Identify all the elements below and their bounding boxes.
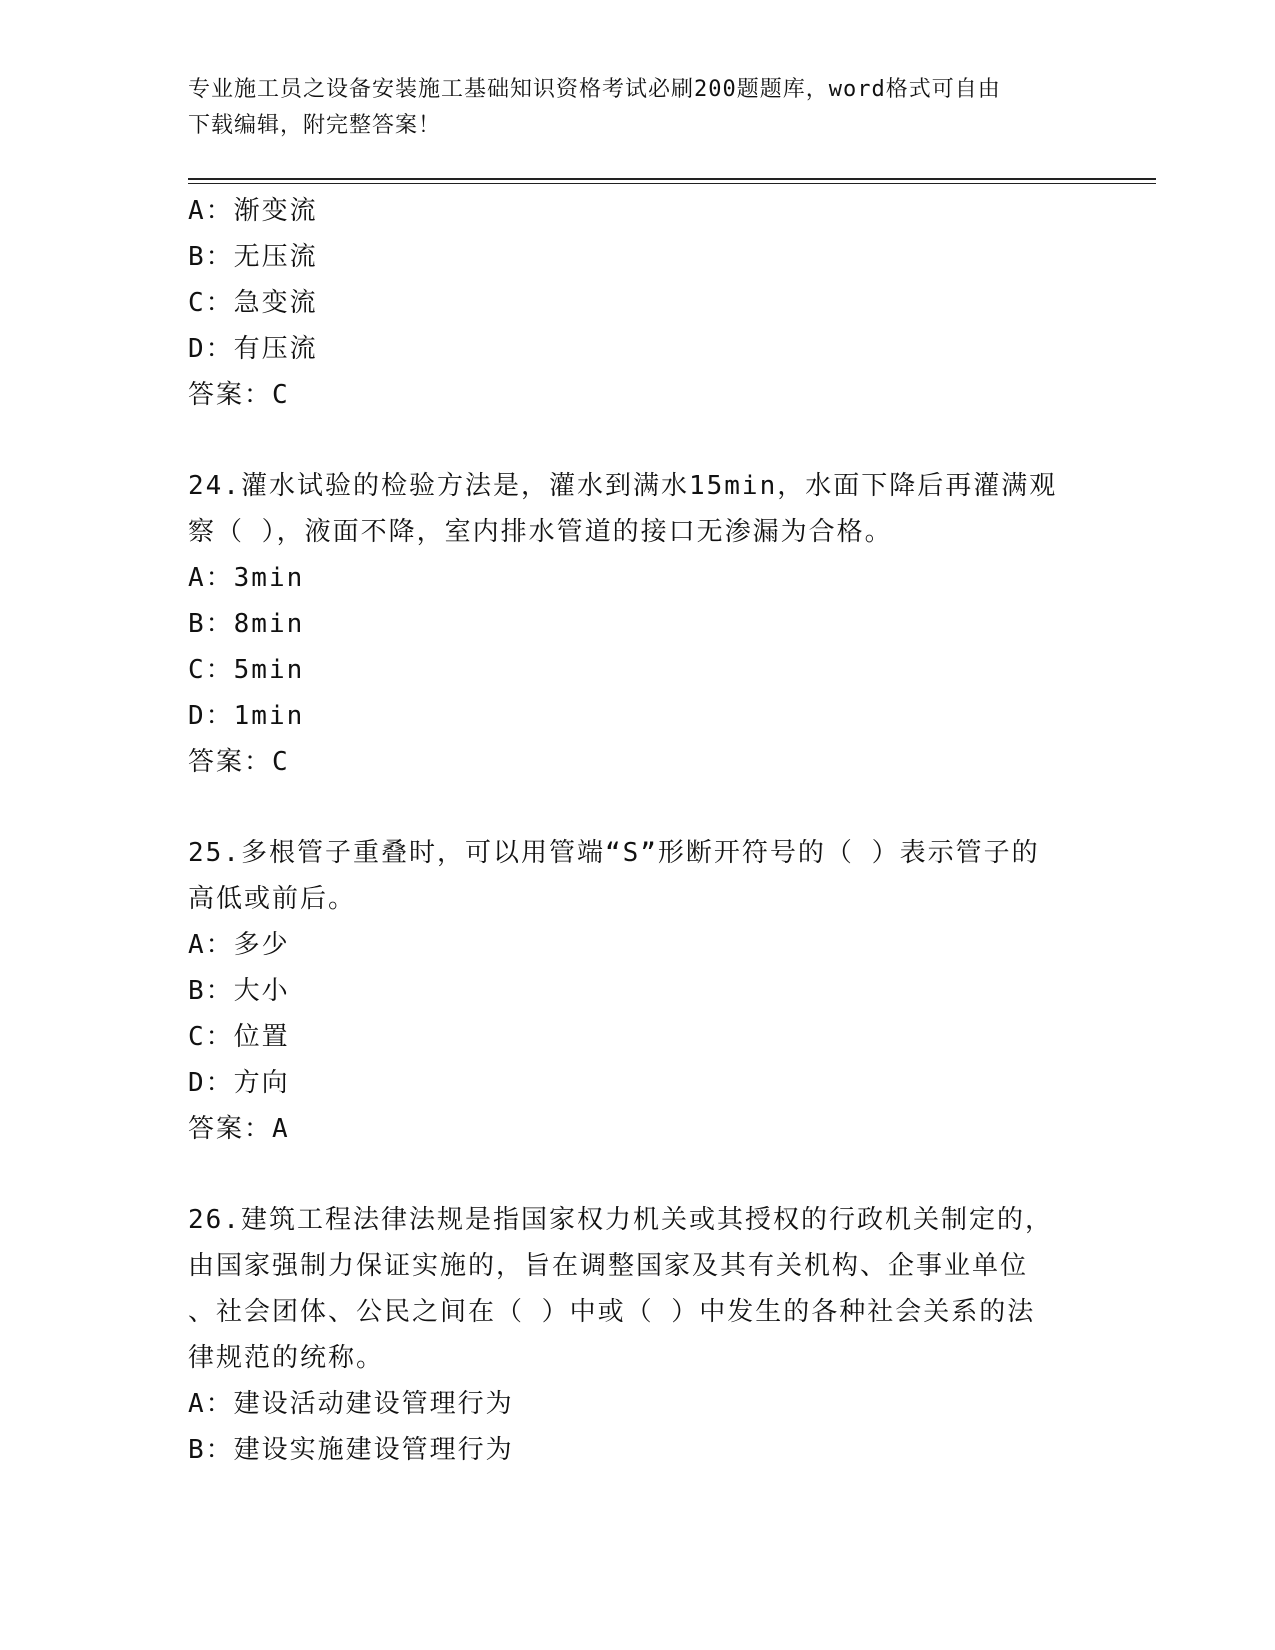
- option-a: A：建设活动建设管理行为: [188, 1389, 514, 1419]
- option-b: B：大小: [188, 976, 290, 1006]
- question-stem-line: 察（ ），液面不降，室内排水管道的接口无渗漏为合格。: [188, 517, 893, 547]
- document-header: [188, 72, 1088, 144]
- answer-line: 答案：A: [188, 1114, 290, 1144]
- option-a: A：多少: [188, 930, 290, 960]
- question-stem-line: 、社会团体、公民之间在（ ）中或（ ）中发生的各种社会关系的法: [188, 1297, 1036, 1327]
- header-divider-thin: [188, 183, 1156, 184]
- question-25: [188, 830, 1088, 1152]
- answer-line: 答案：C: [188, 747, 290, 777]
- option-c: C：5min: [188, 655, 305, 685]
- option-c: C：急变流: [188, 288, 318, 318]
- question-24: [188, 463, 1088, 785]
- question-list: [188, 188, 1088, 1473]
- option-c: C：位置: [188, 1022, 290, 1052]
- answer-line: 答案：C: [188, 380, 290, 410]
- question-26: [188, 1197, 1088, 1473]
- question-stem-line: 24.灌水试验的检验方法是，灌水到满水15min，水面下降后再灌满观: [188, 471, 1058, 501]
- question-23: [188, 188, 1088, 418]
- header-line-1: 专业施工员之设备安装施工基础知识资格考试必刷200题题库，word格式可自由: [188, 77, 1001, 102]
- spacer: [188, 418, 1088, 463]
- option-d: D：1min: [188, 701, 305, 731]
- spacer: [188, 785, 1088, 830]
- option-b: B：建设实施建设管理行为: [188, 1435, 514, 1465]
- option-a: A：3min: [188, 563, 305, 593]
- option-b: B：8min: [188, 609, 305, 639]
- spacer: [188, 1152, 1088, 1197]
- header-line-2: 下载编辑，附完整答案！: [188, 113, 442, 138]
- question-stem-line: 高低或前后。: [188, 884, 357, 914]
- option-d: D：有压流: [188, 334, 318, 364]
- option-b: B：无压流: [188, 242, 318, 272]
- question-stem-line: 由国家强制力保证实施的，旨在调整国家及其有关机构、企事业单位: [188, 1251, 1029, 1281]
- option-a: A：渐变流: [188, 196, 318, 226]
- question-stem-line: 25.多根管子重叠时，可以用管端“S”形断开符号的（ ）表示管子的: [188, 838, 1040, 868]
- question-stem-line: 26.建筑工程法律法规是指国家权力机关或其授权的行政机关制定的，: [188, 1205, 1053, 1235]
- question-stem-line: 律规范的统称。: [188, 1343, 385, 1373]
- header-divider-thick: [188, 178, 1156, 180]
- option-d: D：方向: [188, 1068, 290, 1098]
